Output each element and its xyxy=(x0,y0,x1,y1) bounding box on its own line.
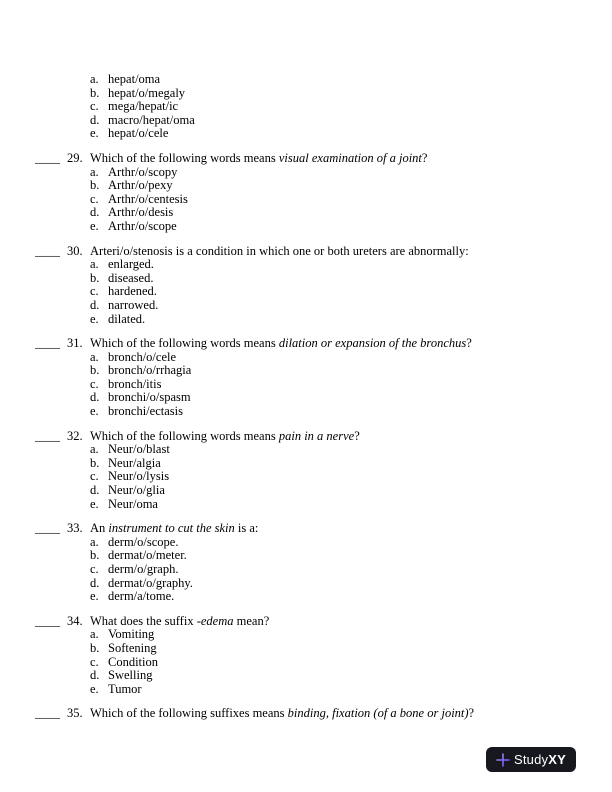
option-letter: e. xyxy=(90,218,99,233)
question-options xyxy=(90,166,612,234)
option-letter: e. xyxy=(90,496,99,511)
option-row xyxy=(90,73,612,87)
question-line xyxy=(0,707,612,721)
option-row xyxy=(90,351,612,365)
studyxy-logo-badge xyxy=(486,747,576,772)
option-letter: c. xyxy=(90,99,99,114)
option-text: Neur/o/lysis xyxy=(108,469,170,484)
option-text: Neur/o/glia xyxy=(108,483,165,498)
option-letter: e. xyxy=(90,681,99,696)
option-letter: b. xyxy=(90,640,100,655)
option-text: hardened. xyxy=(108,284,157,299)
option-row xyxy=(90,179,612,193)
option-row xyxy=(90,114,612,128)
question-text-part: ? xyxy=(468,706,475,721)
question-text xyxy=(90,707,612,721)
option-letter: c. xyxy=(90,376,99,391)
option-letter: d. xyxy=(90,297,100,312)
option-letter: b. xyxy=(90,85,100,100)
brand-study: Study xyxy=(514,751,549,767)
option-text: derm/o/scope. xyxy=(108,534,179,549)
question-text-part: Which of the following suffixes means xyxy=(90,706,288,721)
option-letter: d. xyxy=(90,390,100,405)
option-letter: d. xyxy=(90,483,100,498)
option-row xyxy=(90,285,612,299)
question-partial xyxy=(0,73,612,141)
question-line xyxy=(0,430,612,444)
option-text: Tumor xyxy=(108,681,142,696)
question-text-part: ? xyxy=(354,428,360,443)
question-text xyxy=(90,522,612,536)
option-letter: d. xyxy=(90,112,100,127)
question-text xyxy=(90,152,612,166)
option-text: hepat/oma xyxy=(108,72,161,86)
option-row xyxy=(90,443,612,457)
option-row xyxy=(90,656,612,670)
question-text xyxy=(90,337,612,351)
option-text: Arthr/o/scope xyxy=(108,218,177,233)
option-text: bronchi/o/spasm xyxy=(108,390,191,405)
option-row xyxy=(90,193,612,207)
option-row xyxy=(90,642,612,656)
question-35 xyxy=(0,707,612,721)
answer-blank: ____ xyxy=(35,707,60,721)
question-text-part: An xyxy=(90,521,109,536)
option-row xyxy=(90,577,612,591)
question-line xyxy=(0,152,612,166)
question-text-italic: instrument to cut the skin xyxy=(108,521,235,536)
option-letter: a. xyxy=(90,349,99,364)
question-text-italic: dilation or expansion of the bronchus xyxy=(278,336,467,351)
question-line xyxy=(0,522,612,536)
option-text: mega/hepat/ic xyxy=(108,99,179,114)
question-number: 29. xyxy=(67,150,83,165)
option-row xyxy=(90,405,612,419)
option-text: dilated. xyxy=(108,311,146,326)
option-letter: d. xyxy=(90,668,100,683)
question-line xyxy=(0,337,612,351)
option-row xyxy=(90,364,612,378)
question-options xyxy=(90,536,612,604)
option-row xyxy=(90,563,612,577)
option-row xyxy=(90,206,612,220)
option-row xyxy=(90,628,612,642)
question-32 xyxy=(0,430,612,512)
question-31 xyxy=(0,337,612,419)
option-text: derm/o/graph. xyxy=(108,562,179,576)
option-text: dermat/o/graphy. xyxy=(108,575,193,590)
option-letter: b. xyxy=(90,548,100,563)
question-text-part: mean? xyxy=(233,613,270,628)
option-row xyxy=(90,683,612,697)
option-letter: b. xyxy=(90,455,100,470)
question-text-italic: pain in a nerve xyxy=(278,428,355,443)
option-row xyxy=(90,669,612,683)
answer-blank: ____ xyxy=(35,522,60,536)
question-number: 30. xyxy=(67,243,83,258)
option-letter: a. xyxy=(90,534,99,549)
option-text: Arthr/o/pexy xyxy=(108,178,173,193)
question-text-part: is a: xyxy=(234,521,259,536)
question-options xyxy=(90,443,612,511)
option-row xyxy=(90,590,612,604)
option-letter: e. xyxy=(90,126,99,141)
question-34 xyxy=(0,615,612,697)
question-number: 35. xyxy=(67,706,83,721)
question-text-part: Which of the following words means xyxy=(90,336,279,351)
question-text-part: Which of the following words means xyxy=(90,150,279,165)
question-text xyxy=(90,615,612,629)
question-text-italic: visual examination of a joint xyxy=(278,150,422,165)
answer-blank: ____ xyxy=(35,337,60,351)
option-text: dermat/o/meter. xyxy=(108,548,187,563)
option-text: Neur/oma xyxy=(108,496,158,511)
option-text: bronch/o/rrhagia xyxy=(108,363,192,378)
option-text: Arthr/o/centesis xyxy=(108,191,188,206)
question-options xyxy=(90,628,612,696)
option-row xyxy=(90,391,612,405)
option-row xyxy=(90,272,612,286)
option-row xyxy=(90,87,612,101)
option-row xyxy=(90,549,612,563)
option-letter: d. xyxy=(90,205,100,220)
studyxy-logo-text xyxy=(514,753,566,767)
option-row xyxy=(90,220,612,234)
question-text-italic: binding, fixation (of a bone or joint) xyxy=(287,706,469,721)
option-text: Arthr/o/desis xyxy=(108,205,174,220)
question-options xyxy=(90,73,612,141)
option-letter: c. xyxy=(90,562,99,576)
option-text: bronchi/ectasis xyxy=(108,404,183,419)
option-letter: e. xyxy=(90,311,99,326)
option-text: Vomiting xyxy=(108,627,155,642)
option-row xyxy=(90,536,612,550)
option-row xyxy=(90,127,612,141)
option-letter: b. xyxy=(90,363,100,378)
option-text: Arthr/o/scopy xyxy=(108,164,178,179)
question-text-italic: -edema xyxy=(196,613,234,628)
question-text-part: Arteri/o/stenosis is a condition in which one or both ureters are abnormally: xyxy=(90,243,469,258)
option-text: hepat/o/cele xyxy=(108,126,169,141)
option-text: Softening xyxy=(108,640,157,655)
option-row xyxy=(90,100,612,114)
option-letter: b. xyxy=(90,270,100,285)
question-text-part: ? xyxy=(421,150,428,165)
option-row xyxy=(90,166,612,180)
option-letter: e. xyxy=(90,404,99,419)
question-number: 31. xyxy=(67,336,83,351)
option-text: bronch/o/cele xyxy=(108,349,177,364)
question-text xyxy=(90,245,612,259)
option-letter: c. xyxy=(90,191,99,206)
option-text: macro/hepat/oma xyxy=(108,112,195,127)
option-row xyxy=(90,378,612,392)
option-letter: b. xyxy=(90,178,100,193)
answer-blank: ____ xyxy=(35,429,60,443)
option-text: Condition xyxy=(108,654,159,669)
option-text: enlarged. xyxy=(108,257,154,272)
question-text-part: What does the suffix xyxy=(90,613,197,628)
option-text: hepat/o/megaly xyxy=(108,85,186,100)
option-row xyxy=(90,457,612,471)
question-number: 33. xyxy=(67,521,83,536)
option-letter: c. xyxy=(90,469,99,484)
question-line xyxy=(0,615,612,629)
option-row xyxy=(90,470,612,484)
question-29 xyxy=(0,152,612,234)
brand-xy: XY xyxy=(548,751,566,767)
option-letter: a. xyxy=(90,72,99,86)
question-text-part: ? xyxy=(466,336,472,351)
option-text: diseased. xyxy=(108,270,154,285)
option-letter: c. xyxy=(90,654,99,669)
option-text: Swelling xyxy=(108,668,153,683)
option-letter: a. xyxy=(90,627,99,642)
question-number: 34. xyxy=(67,613,83,628)
option-letter: d. xyxy=(90,575,100,590)
question-33 xyxy=(0,522,612,604)
option-letter: a. xyxy=(90,442,99,457)
question-text-part: Which of the following words means xyxy=(90,428,279,443)
question-30 xyxy=(0,245,612,327)
option-text: Neur/algia xyxy=(108,455,161,470)
question-options xyxy=(90,351,612,419)
option-letter: a. xyxy=(90,164,99,179)
question-line xyxy=(0,245,612,259)
answer-blank: ____ xyxy=(35,244,60,258)
option-letter: c. xyxy=(90,284,99,299)
option-text: derm/a/tome. xyxy=(108,589,175,604)
option-text: narrowed. xyxy=(108,297,159,312)
option-row xyxy=(90,258,612,272)
answer-blank: ____ xyxy=(35,614,60,628)
option-row xyxy=(90,484,612,498)
option-text: Neur/o/blast xyxy=(108,442,170,457)
question-text xyxy=(90,430,612,444)
option-row xyxy=(90,313,612,327)
question-number: 32. xyxy=(67,428,83,443)
question-options xyxy=(90,258,612,326)
studyxy-plus-icon xyxy=(496,753,510,767)
option-letter: e. xyxy=(90,589,99,604)
option-text: bronch/itis xyxy=(108,376,162,391)
option-letter: a. xyxy=(90,257,99,272)
answer-blank: ____ xyxy=(35,151,60,165)
option-row xyxy=(90,299,612,313)
option-row xyxy=(90,498,612,512)
